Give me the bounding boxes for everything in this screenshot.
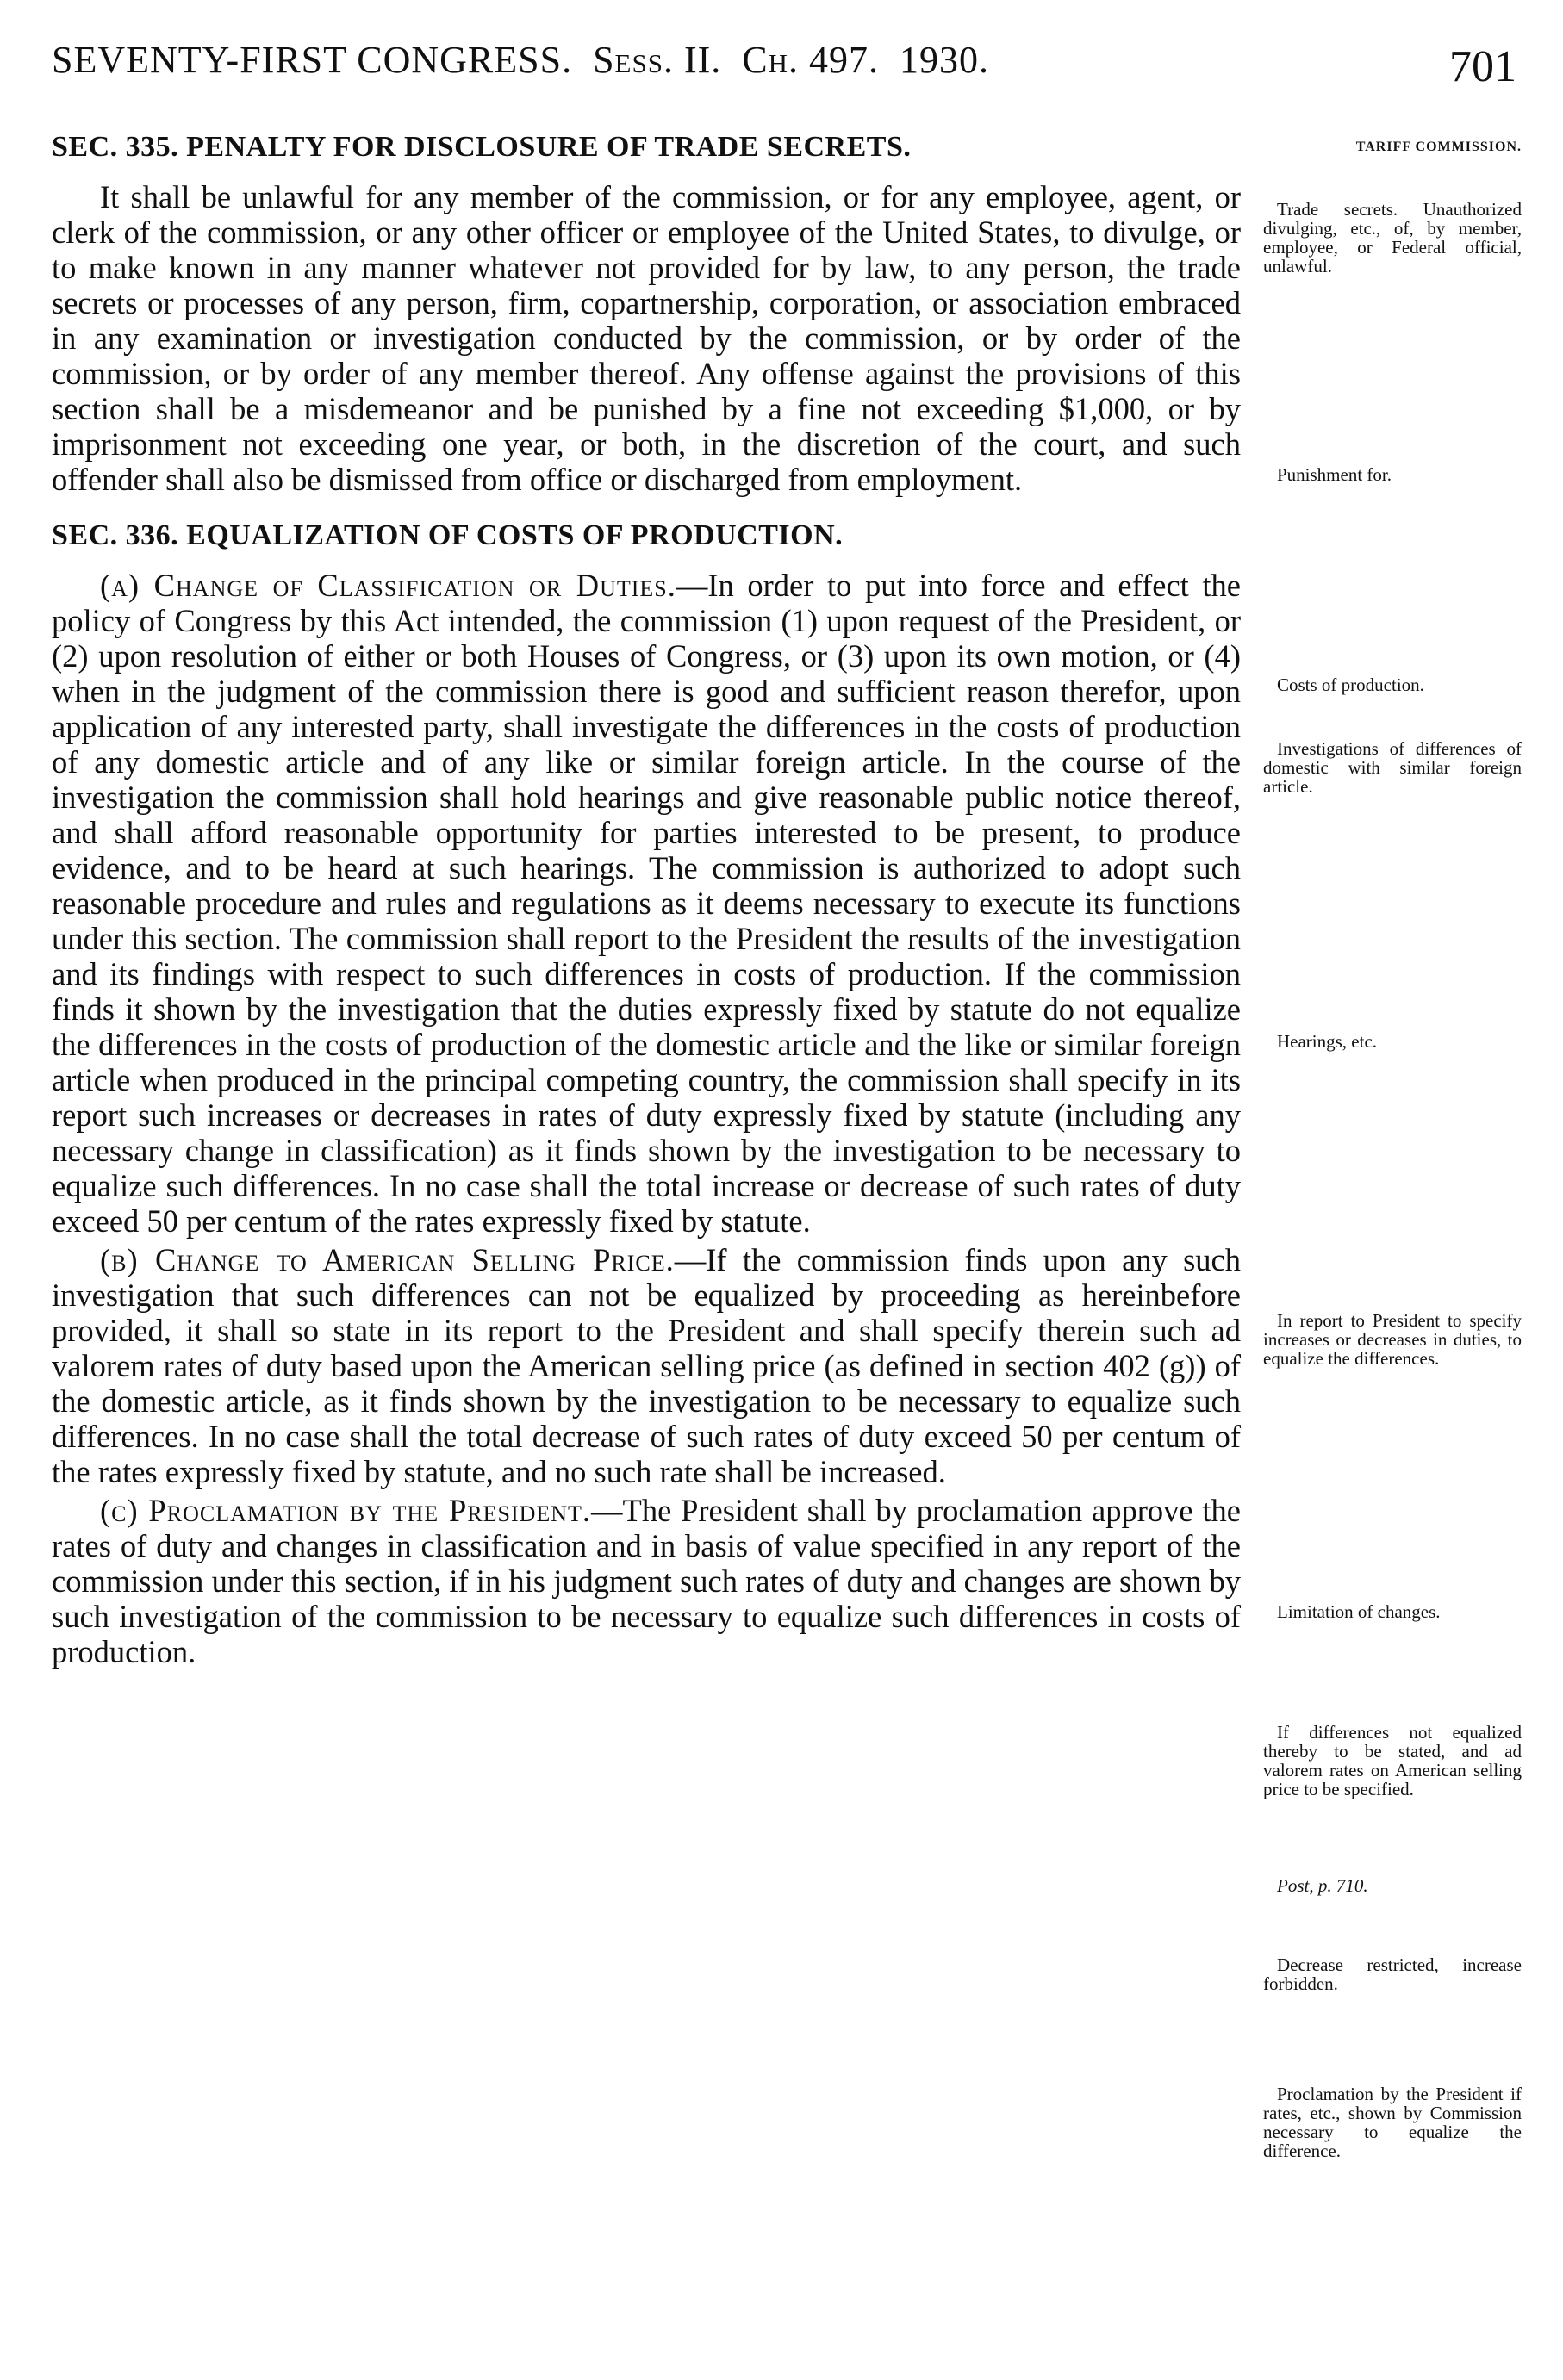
margin-note-if-differences: If differences not equalized thereby to be stated, and ad valorem rates on American selling price to be specified. [1263, 1722, 1522, 1799]
margin-note-limitation: Limitation of changes. [1277, 1601, 1441, 1622]
header-chapter: Ch. 497. [742, 39, 880, 81]
post-ref-text: Post, p. 710. [1277, 1875, 1368, 1896]
subsection-a-text: —In order to put into force and effect the policy of Congress by this Act intended, the commission (1) upon request of the President, or (2) upon resolution of either or both Houses of Congress, or (3) upon its own motion, or (4) when in the judgment of the commission there is good and sufficient reason therefor, upon application of any interested party, shall investigate the differences in the costs of production of any domestic article and of any like or similar foreign article. In the course of the investigation the commission shall hold hearings and give reasonable public notice thereof, and shall afford reasonable opportunity for parties interested to be present, to produce evidence, and to be heard at such hearings. The commission is authorized to adopt such reasonable procedure and rules and regulations as it deems necessary to execute its functions under this section. The commission shall report to the President the results of the investigation and its findings with respect to such differences in costs of production. If the commission finds it shown by the investigation that the duties expressly fixed by statute do not equalize the differences in the costs of production of the domestic article and the like or similar foreign article when produced in the principal competing country, the commission shall specify in its report such increases or decreases in rates of duty expressly fixed by statute (including any necessary change in classification) as it finds shown by the investigation to be necessary to equalize such differences. In no case shall the total increase or decrease of such rates of duty exceed 50 per centum of the rates expressly fixed by statute. [52, 568, 1242, 1239]
subsection-c-text: —The President shall by proclamation approve the rates of duty and changes in classification and in basis of value specified in any report of the commission under this section, if in his judgment such rates of duty and changes are shown by such investigation of the commission to be necessary to equalize such differences in costs of production. [52, 1493, 1241, 1669]
margin-note-trade-secrets: Trade secrets. Unauthorized divulging, etc., of, by member, employee, or Federal official, unlawful. [1263, 199, 1522, 277]
subsection-a [52, 568, 1241, 1239]
header-year: 1930. [900, 39, 990, 81]
margin-note-hearings: Hearings, etc. [1277, 1031, 1378, 1052]
subsection-b-title: (b) Change to American Selling Price. [100, 1242, 675, 1277]
header-session: Sess. II. [593, 39, 722, 81]
margin-note-post-ref [1263, 1876, 1522, 1895]
subsection-b-text: —If the commission finds upon any such investigation that such differences can not be equalized by proceeding as hereinbefore provided, it shall so state in its report to the President and shall specify therein such ad valorem rates of duty based upon the American selling price (as defined in section 402 (g)) of the domestic article, as it finds shown by the investigation to be necessary to equalize such differences. In no case shall the total decrease of such rates of duty exceed 50 per centum of the rates expressly fixed by statute, and no such rate shall be increased. [52, 1242, 1242, 1489]
subsection-c [52, 1493, 1241, 1669]
section-335-text: It shall be unlawful for any member of the commission, or for any employee, agent, or clerk of the commission, or any other officer or employee of the United States, to divulge, or to make known in any manner whatever not provided for by law, to any person, the trade secrets or processes of any person, firm, copartnership, corporation, or association embraced in any examination or investigation conducted by the commission, or by order of the commission, or by order of any member thereof. Any offense against the provisions of this section shall be a misdemeanor and be punished by a fine not exceeding $1,000, or by imprisonment not exceeding one year, or both, in the discretion of the court, and such offender shall also be dismissed from office or discharged from employment. [52, 179, 1241, 497]
margin-note-decrease-restricted: Decrease restricted, increase forbidden. [1263, 1954, 1522, 1994]
section-335-heading: SEC. 335. PENALTY FOR DISCLOSURE OF TRADE SECRETS. [52, 131, 912, 163]
header-congress: SEVENTY-FIRST CONGRESS. [52, 39, 573, 81]
margin-note-tariff-commission: TARIFF COMMISSION. [1355, 140, 1522, 154]
page-number: 701 [1449, 42, 1516, 91]
subsection-a-title: (a) Change of Classification or Duties. [100, 568, 676, 603]
margin-note-investigations: Investigations of differences of domestic with similar foreign article. [1263, 738, 1522, 797]
header-citation [52, 38, 989, 82]
margin-note-punishment: Punishment for. [1277, 464, 1392, 485]
subsection-c-title: (c) Proclamation by the President. [100, 1493, 592, 1528]
running-header [52, 38, 1516, 107]
margin-note-in-report: In report to President to specify increases or decreases in duties, to equalize the differences. [1263, 1310, 1522, 1369]
margin-note-proclamation: Proclamation by the President if rates, etc., shown by Commission necessary to equalize the difference. [1263, 2084, 1522, 2161]
main-text-column [52, 131, 1241, 1669]
subsection-b [52, 1242, 1241, 1489]
margin-note-costs-of-production: Costs of production. [1277, 674, 1424, 695]
section-336-heading: SEC. 336. EQUALIZATION OF COSTS OF PRODUCTION. [52, 519, 844, 551]
